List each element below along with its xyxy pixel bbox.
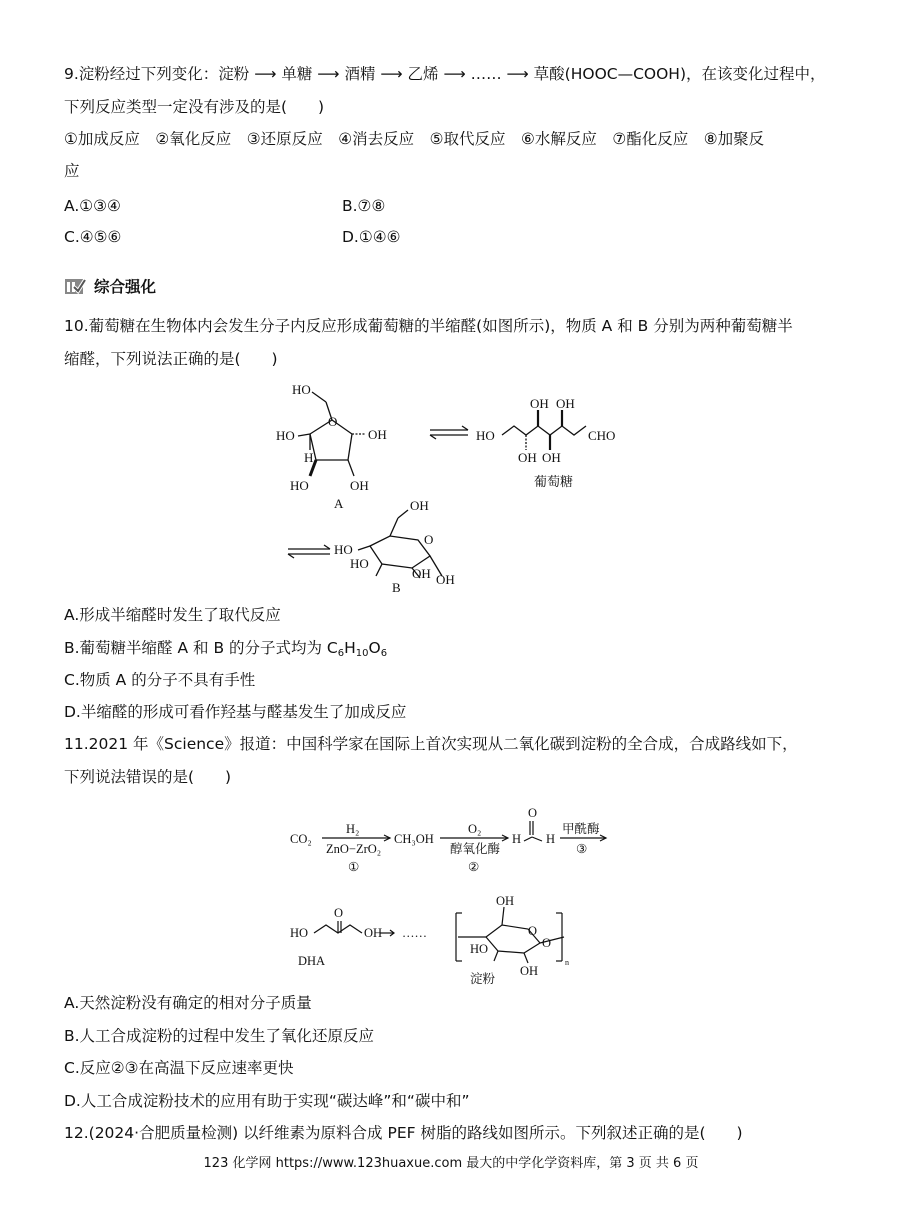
q11-option-b: B.人工合成淀粉的过程中发生了氧化还原反应 bbox=[64, 1027, 375, 1045]
glucose-oh-1: OH bbox=[530, 396, 549, 411]
dha-oh-label: OH bbox=[364, 926, 383, 940]
q9-reaction-types: ①加成反应 ②氧化反应 ③还原反应 ④消去反应 ⑤取代反应 ⑥水解反应 ⑦酯化反应 ⑧加聚反 bbox=[64, 130, 765, 148]
a-ho-label: HO bbox=[276, 428, 295, 443]
a-h-label: H bbox=[304, 450, 314, 465]
label-a: A bbox=[334, 496, 344, 511]
q11-option-d: D.人工合成淀粉技术的应用有助于实现“碳达峰”和“碳中和” bbox=[64, 1092, 470, 1110]
step2-label: ② bbox=[468, 859, 480, 874]
glucose-cho-label: CHO bbox=[588, 428, 616, 443]
q10-stem-line2: 缩醛，下列说法正确的是( ) bbox=[64, 350, 278, 368]
starch-ho: HO bbox=[470, 942, 489, 956]
step1-label: ① bbox=[348, 859, 360, 874]
starch-n: n bbox=[565, 958, 569, 967]
q11-figure bbox=[290, 795, 630, 987]
q9-stem-line2: 下列反应类型一定没有涉及的是( ) bbox=[64, 98, 325, 116]
alcohol-oxidase-label: 醇氧化酶 bbox=[450, 841, 501, 856]
a-ring-o-label: O bbox=[328, 414, 338, 429]
formolase-label: 甲酰酶 bbox=[562, 821, 600, 836]
a-c3-oh-label: HO bbox=[290, 478, 309, 493]
q11-option-a: A.天然淀粉没有确定的相对分子质量 bbox=[64, 994, 312, 1012]
h2-label: H₂ bbox=[346, 822, 360, 836]
b-oh-2: OH bbox=[436, 572, 455, 587]
starch-link-o: O bbox=[542, 936, 552, 950]
glucose-name: 葡萄糖 bbox=[534, 475, 574, 490]
b-ring-o-label: O bbox=[424, 532, 434, 547]
label-b: B bbox=[392, 580, 401, 595]
q9-option-d: D.①④⑥ bbox=[342, 228, 401, 246]
q9-reaction-types-cont: 应 bbox=[64, 162, 80, 180]
b-ho-1: HO bbox=[334, 542, 353, 557]
q9-stem-line1: 9.淀粉经过下列变化：淀粉 ⟶ 单糖 ⟶ 酒精 ⟶ 乙烯 ⟶ …… ⟶ 草酸(HOOC—COOH)，在该变化过程中， bbox=[64, 65, 826, 83]
a-anomeric-oh-label: OH bbox=[368, 427, 387, 442]
ch3oh-label: CH₃OH bbox=[394, 832, 434, 846]
q10-option-d: D.半缩醛的形成可看作羟基与醛基发生了加成反应 bbox=[64, 703, 407, 721]
q10-figure bbox=[270, 378, 630, 598]
q9-option-c: C.④⑤⑥ bbox=[64, 228, 122, 246]
dha-dots: …… bbox=[402, 926, 427, 940]
glucose-oh-3: OH bbox=[518, 450, 537, 465]
dha-name: DHA bbox=[298, 954, 326, 968]
a-ch2oh-label: HO bbox=[292, 382, 311, 397]
formaldehyde-o: O bbox=[528, 806, 538, 820]
q11-stem-line1: 11.2021 年《Science》报道：中国科学家在国际上首次实现从二氧化碳到淀粉的全合成，合成路线如下， bbox=[64, 735, 798, 753]
page-footer: 123 化学网 https://www.123huaxue.com 最大的中学化学资料库，第 3 页 共 6 页 bbox=[203, 1156, 699, 1171]
dha-ho-label: HO bbox=[290, 926, 309, 940]
starch-ring-o: O bbox=[528, 924, 538, 938]
q12-stem-line1: 12.(2024·合肥质量检测) 以纤维素为原料合成 PEF 树脂的路线如图所示。下列叙述正确的是( ) bbox=[64, 1124, 743, 1142]
b-oh-1: OH bbox=[412, 566, 431, 581]
q10-option-a: A.形成半缩醛时发生了取代反应 bbox=[64, 606, 281, 624]
q9-option-b: B.⑦⑧ bbox=[342, 197, 386, 215]
q10-option-b: B.葡萄糖半缩醛 A 和 B 的分子式均为 $C_6H_{10}O_6$ bbox=[64, 639, 388, 659]
dha-o-label: O bbox=[334, 906, 344, 920]
formaldehyde-h1: H bbox=[512, 832, 522, 846]
co2-label: CO₂ bbox=[290, 832, 312, 846]
b-ho-2: HO bbox=[350, 556, 369, 571]
q11-stem-line2: 下列说法错误的是( ) bbox=[64, 768, 232, 786]
starch-oh-2: OH bbox=[520, 964, 539, 978]
glucose-oh-4: OH bbox=[542, 450, 561, 465]
o2-label: O₂ bbox=[468, 822, 482, 836]
starch-oh-1: OH bbox=[496, 894, 515, 908]
q10-stem-line1: 10.葡萄糖在生物体内会发生分子内反应形成葡萄糖的半缩醛(如图所示)，物质 A 和 B 分别为两种葡萄糖半 bbox=[64, 317, 793, 335]
q9-option-a: A.①③④ bbox=[64, 197, 121, 215]
checklist-icon bbox=[64, 277, 86, 295]
step3-label: ③ bbox=[576, 841, 588, 856]
section-title: 综合强化 bbox=[94, 278, 157, 296]
glucose-ho-label: HO bbox=[476, 428, 495, 443]
b-ch2oh-label: OH bbox=[410, 498, 429, 513]
q10-option-c: C.物质 A 的分子不具有手性 bbox=[64, 671, 256, 689]
glucose-oh-2: OH bbox=[556, 396, 575, 411]
catalyst-label: ZnO−ZrO₂ bbox=[326, 842, 382, 856]
starch-name: 淀粉 bbox=[470, 971, 496, 986]
section-header bbox=[64, 274, 156, 298]
formaldehyde-h2: H bbox=[546, 832, 556, 846]
q11-option-c: C.反应②③在高温下反应速率更快 bbox=[64, 1059, 294, 1077]
a-c2-oh-label: OH bbox=[350, 478, 369, 493]
